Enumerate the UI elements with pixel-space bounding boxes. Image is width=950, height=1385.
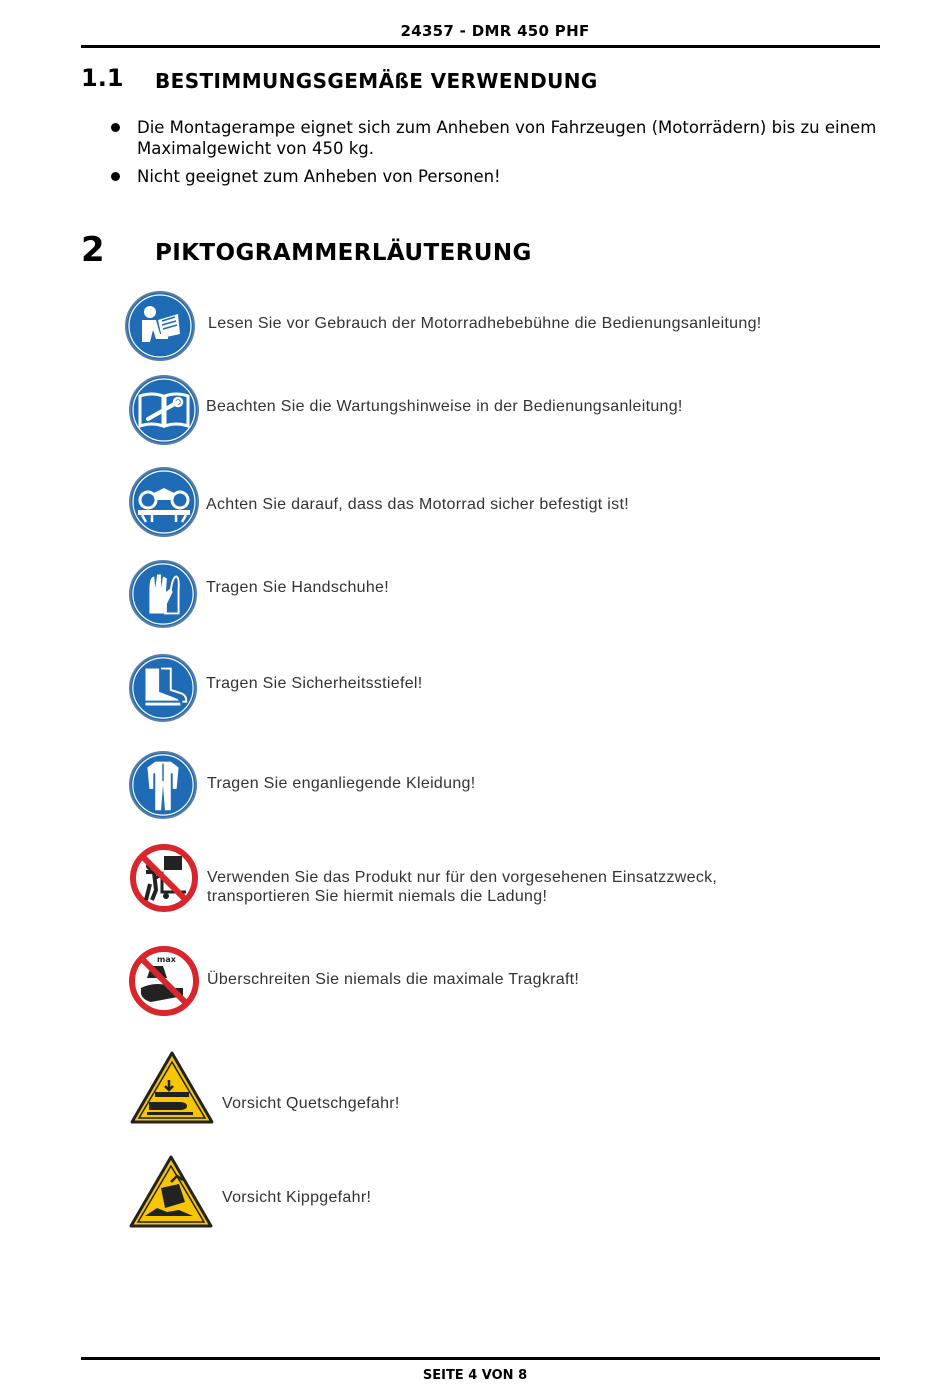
document-header-title: 24357 - DMR 450 PHF	[400, 22, 590, 40]
pictogram-label: Tragen Sie Handschuhe!	[206, 579, 390, 596]
bullet-dot-icon	[111, 123, 120, 132]
section-title: PIKTOGRAMMERLÄUTERUNG	[155, 240, 532, 266]
maintenance-manual-icon	[128, 374, 200, 446]
pictogram-label: Achten Sie darauf, dass das Motorrad sicher befestigt ist!	[206, 496, 629, 513]
no-transport-icon	[128, 842, 200, 914]
gloves-icon	[128, 559, 198, 629]
bullet-text: Die Montagerampe eignet sich zum Anheben von Fahrzeugen (Motorrädern) bis zu einem Maximalgewicht von 450 kg.	[137, 118, 877, 158]
pictogram-row	[122, 748, 882, 828]
pictogram-label: Tragen Sie Sicherheitsstiefel!	[206, 675, 423, 692]
pictogram-label: Verwenden Sie das Produkt nur für den vorgesehenen Einsatzzweck,	[207, 869, 718, 886]
pictogram-label: Vorsicht Quetschgefahr!	[222, 1095, 400, 1112]
bullet-dot-icon	[111, 172, 120, 181]
pictogram-row	[122, 1154, 882, 1234]
pictogram-label: Lesen Sie vor Gebrauch der Motorradhebebühne die Bedienungsanleitung!	[208, 315, 762, 332]
pictogram-row	[122, 651, 882, 731]
pictogram-label: Überschreiten Sie niemals die maximale Tragkraft!	[207, 971, 580, 988]
bullet-text: Nicht geeignet zum Anheben von Personen!	[137, 167, 501, 186]
pictogram-row	[122, 372, 882, 452]
section-number: 2	[81, 230, 105, 270]
pictogram-label-line-2: transportieren Sie hiermit niemals die Ladung!	[207, 888, 548, 905]
pictogram-row	[122, 558, 882, 638]
safety-boots-icon	[128, 653, 198, 723]
secure-motorcycle-icon	[128, 466, 200, 538]
header-divider	[81, 45, 880, 48]
read-manual-icon	[124, 290, 196, 362]
no-overload-icon	[127, 944, 201, 1018]
max-sign-text: max	[157, 955, 176, 964]
tight-clothing-icon	[128, 750, 198, 820]
pictogram-row	[122, 288, 882, 368]
pictogram-row	[122, 465, 882, 545]
footer-divider	[81, 1357, 880, 1360]
crush-hazard-icon	[129, 1050, 215, 1126]
pictogram-row	[122, 1050, 882, 1130]
pictogram-row	[122, 943, 882, 1023]
pictogram-row	[122, 842, 882, 922]
pictogram-label: Tragen Sie enganliegende Kleidung!	[207, 775, 476, 792]
section-title: BESTIMMUNGSGEMÄßE VERWENDUNG	[155, 69, 598, 93]
section-number: 1.1	[81, 64, 124, 92]
tipping-hazard-icon	[127, 1154, 215, 1230]
pictogram-label: Vorsicht Kippgefahr!	[222, 1189, 372, 1206]
pictogram-label: Beachten Sie die Wartungshinweise in der Bedienungsanleitung!	[206, 398, 683, 415]
page-number: SEITE 4 VON 8	[422, 1368, 528, 1383]
